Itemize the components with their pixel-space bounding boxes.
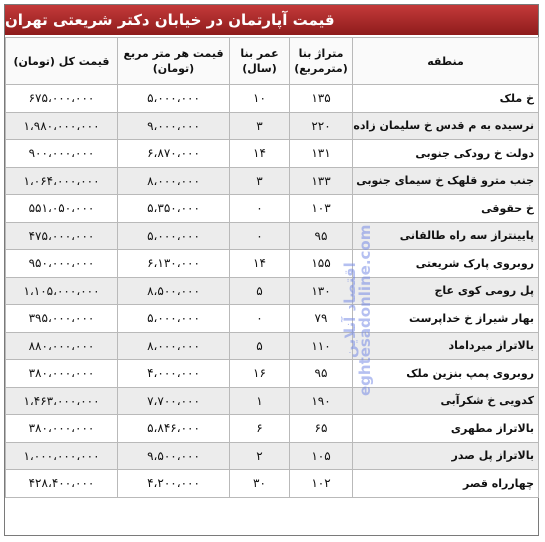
row-area: ۱۵۵: [290, 250, 353, 278]
row-age: ۱۶: [230, 360, 290, 388]
row-area: ۱۰۵: [290, 442, 353, 470]
row-area: ۱۹۰: [290, 387, 353, 415]
row-total-price: ۱،۱۰۵،۰۰۰،۰۰۰: [6, 277, 118, 305]
row-age: ۰: [230, 305, 290, 333]
price-table-card: [4, 4, 539, 536]
table-row: [6, 415, 539, 443]
row-price-per-m2: ۶،۱۳۰،۰۰۰: [118, 250, 230, 278]
row-area: ۱۳۳: [290, 167, 353, 195]
row-total-price: ۱،۰۶۴،۰۰۰،۰۰۰: [6, 167, 118, 195]
row-total-price: ۹۰۰،۰۰۰،۰۰۰: [6, 140, 118, 168]
row-price-per-m2: ۹،۰۰۰،۰۰۰: [118, 112, 230, 140]
header-area: متراژ بنا (مترمربع): [290, 38, 353, 85]
row-age: ۱۴: [230, 140, 290, 168]
row-price-per-m2: ۴،۲۰۰،۰۰۰: [118, 470, 230, 498]
table-row: [6, 250, 539, 278]
row-age: ۰: [230, 195, 290, 223]
row-age: ۱۰: [230, 85, 290, 113]
row-area: ۹۵: [290, 360, 353, 388]
row-age: ۲: [230, 442, 290, 470]
row-price-per-m2: ۸،۵۰۰،۰۰۰: [118, 277, 230, 305]
row-age: ۰: [230, 222, 290, 250]
row-area: ۹۵: [290, 222, 353, 250]
row-age: ۱۴: [230, 250, 290, 278]
row-total-price: ۹۵۰،۰۰۰،۰۰۰: [6, 250, 118, 278]
header-age: عمر بنا (سال): [230, 38, 290, 85]
row-area: ۱۱۰: [290, 332, 353, 360]
row-region: بهار شیراز خ خداپرست: [353, 305, 539, 333]
row-total-price: ۳۸۰،۰۰۰،۰۰۰: [6, 415, 118, 443]
row-area: ۱۳۱: [290, 140, 353, 168]
table-row: [6, 195, 539, 223]
row-region: بالاتراز میرداماد: [353, 332, 539, 360]
row-total-price: ۴۲۸،۴۰۰،۰۰۰: [6, 470, 118, 498]
row-area: ۱۰۳: [290, 195, 353, 223]
row-price-per-m2: ۵،۰۰۰،۰۰۰: [118, 222, 230, 250]
row-price-per-m2: ۷،۷۰۰،۰۰۰: [118, 387, 230, 415]
row-total-price: ۳۸۰،۰۰۰،۰۰۰: [6, 360, 118, 388]
row-area: ۱۰۲: [290, 470, 353, 498]
table-row: [6, 305, 539, 333]
row-age: ۱: [230, 387, 290, 415]
table-row: [6, 85, 539, 113]
row-age: ۵: [230, 277, 290, 305]
header-region: منطقه: [353, 38, 539, 85]
table-row: [6, 442, 539, 470]
row-region: نرسیده به م قدس خ سلیمان زاده: [353, 112, 539, 140]
row-price-per-m2: ۵،۰۰۰،۰۰۰: [118, 305, 230, 333]
row-age: ۳: [230, 167, 290, 195]
table-row: [6, 140, 539, 168]
table-row: [6, 360, 539, 388]
row-region: پایینتراز سه راه طالقانی: [353, 222, 539, 250]
row-region: پل رومی کوی عاج: [353, 277, 539, 305]
row-total-price: ۳۹۵،۰۰۰،۰۰۰: [6, 305, 118, 333]
table-row: [6, 470, 539, 498]
row-price-per-m2: ۹،۵۰۰،۰۰۰: [118, 442, 230, 470]
row-total-price: ۵۵۱،۰۵۰،۰۰۰: [6, 195, 118, 223]
row-region: خ ملک: [353, 85, 539, 113]
row-age: ۳: [230, 112, 290, 140]
row-age: ۶: [230, 415, 290, 443]
table-title: قیمت آپارتمان در خیابان دکتر شریعتی تهران: [5, 5, 538, 35]
row-region: دولت خ رودکی جنوبی: [353, 140, 539, 168]
row-price-per-m2: ۴،۰۰۰،۰۰۰: [118, 360, 230, 388]
header-total-price: قیمت کل (تومان): [6, 38, 118, 85]
row-total-price: ۴۷۵،۰۰۰،۰۰۰: [6, 222, 118, 250]
row-total-price: ۸۸۰،۰۰۰،۰۰۰: [6, 332, 118, 360]
row-region: خ حقوقی: [353, 195, 539, 223]
row-total-price: ۱،۹۸۰،۰۰۰،۰۰۰: [6, 112, 118, 140]
row-price-per-m2: ۸،۰۰۰،۰۰۰: [118, 167, 230, 195]
row-region: روبروی پمپ بنزین ملک: [353, 360, 539, 388]
table-row: [6, 222, 539, 250]
row-total-price: ۱،۰۰۰،۰۰۰،۰۰۰: [6, 442, 118, 470]
table-row: [6, 387, 539, 415]
table-row: [6, 112, 539, 140]
row-age: ۵: [230, 332, 290, 360]
apartment-price-table: [5, 37, 539, 498]
row-area: ۶۵: [290, 415, 353, 443]
row-price-per-m2: ۸،۰۰۰،۰۰۰: [118, 332, 230, 360]
table-header-row: [6, 38, 539, 85]
table-row: [6, 167, 539, 195]
row-area: ۷۹: [290, 305, 353, 333]
row-region: جنب مترو قلهک خ سیمای جنوبی: [353, 167, 539, 195]
table-row: [6, 332, 539, 360]
row-total-price: ۱،۴۶۳،۰۰۰،۰۰۰: [6, 387, 118, 415]
site-watermark: اقتصاد آنلاین eghtesadonline.com: [341, 224, 374, 396]
row-region: بالاتراز پل صدر: [353, 442, 539, 470]
row-area: ۱۳۰: [290, 277, 353, 305]
row-price-per-m2: ۶،۸۷۰،۰۰۰: [118, 140, 230, 168]
row-price-per-m2: ۵،۰۰۰،۰۰۰: [118, 85, 230, 113]
row-region: روبروی پارک شریعتی: [353, 250, 539, 278]
row-price-per-m2: ۵،۳۵۰،۰۰۰: [118, 195, 230, 223]
table-row: [6, 277, 539, 305]
table-body: [6, 85, 539, 498]
row-area: ۱۳۵: [290, 85, 353, 113]
header-price-per-m2: قیمت هر متر مربع (تومان): [118, 38, 230, 85]
row-age: ۳۰: [230, 470, 290, 498]
row-total-price: ۶۷۵،۰۰۰،۰۰۰: [6, 85, 118, 113]
row-area: ۲۲۰: [290, 112, 353, 140]
row-region: بالاتراز مطهری: [353, 415, 539, 443]
row-region: چهارراه قصر: [353, 470, 539, 498]
row-price-per-m2: ۵،۸۴۶،۰۰۰: [118, 415, 230, 443]
row-region: کدویی خ شکرآبی: [353, 387, 539, 415]
